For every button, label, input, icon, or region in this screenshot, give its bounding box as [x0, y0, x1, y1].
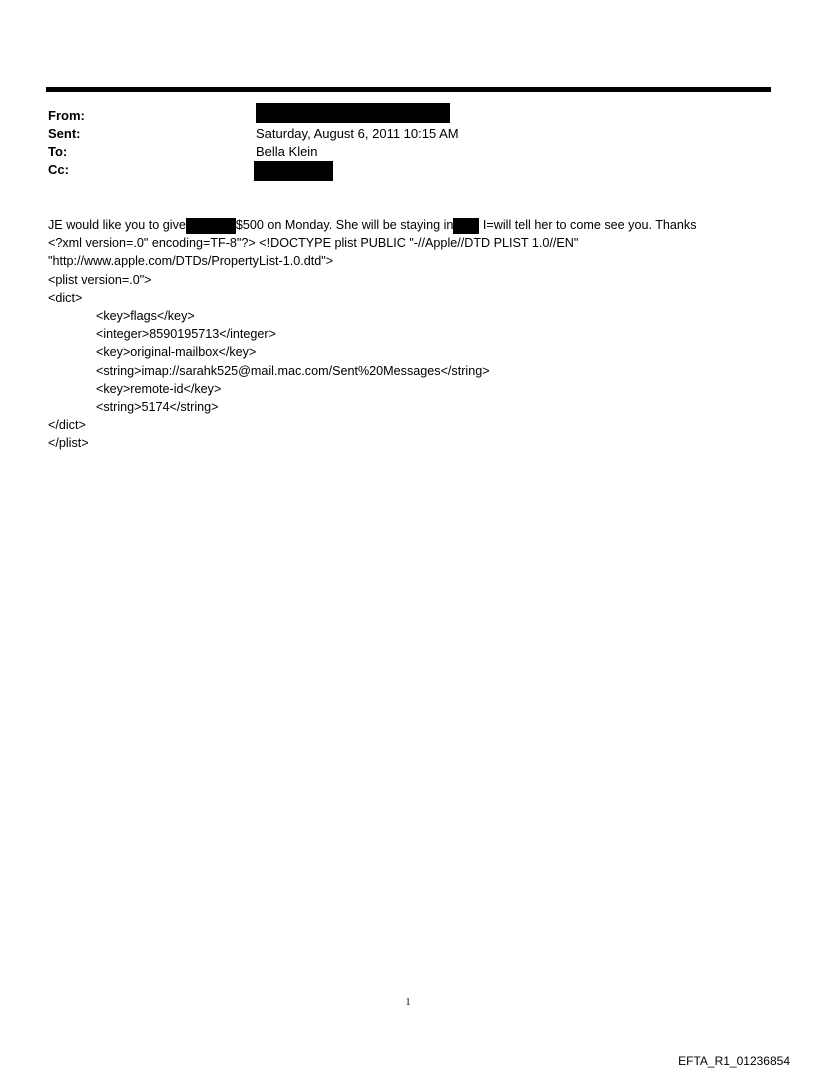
name-redaction [186, 218, 236, 234]
sent-value: Saturday, August 6, 2011 10:15 AM [256, 126, 459, 141]
body-line: <key>remote-id</key> [96, 381, 222, 396]
body-text-part-3: I=will tell her to come see you. Thanks [479, 218, 697, 232]
from-label: From: [48, 108, 85, 123]
body-line: <string>imap://sarahk525@mail.mac.com/Sent%20Messages</string> [96, 363, 490, 378]
body-line: <integer>8590195713</integer> [96, 327, 276, 342]
cc-redaction [254, 161, 333, 181]
body-line: <key>original-mailbox</key> [96, 345, 257, 360]
message-body [48, 216, 788, 452]
body-line: <string>5174</string> [96, 399, 219, 414]
sent-label: Sent: [48, 126, 81, 141]
bates-number: EFTA_R1_01236854 [678, 1054, 790, 1068]
body-line: </dict> [48, 418, 86, 433]
body-line: <?xml version=.0" encoding=TF-8"?> <!DOCTYPE plist PUBLIC "-//Apple//DTD PLIST 1.0//EN" [48, 236, 579, 251]
body-line: <key>flags</key> [96, 308, 195, 323]
location-redaction [453, 218, 479, 234]
cc-row [48, 161, 768, 179]
body-line: <plist version=.0"> [48, 272, 152, 287]
cc-label: Cc: [48, 162, 69, 177]
page-number: 1 [405, 997, 411, 1008]
body-text-part-2: $500 on Monday. She will be staying in [235, 218, 454, 232]
header-rule [46, 87, 771, 92]
body-line: "http://www.apple.com/DTDs/PropertyList-1.0.dtd"> [48, 254, 334, 269]
body-line-1 [48, 216, 788, 234]
to-row [48, 143, 768, 161]
to-value: Bella Klein [256, 144, 318, 159]
sent-row [48, 125, 768, 143]
body-line: <dict> [48, 290, 83, 305]
body-line: </plist> [48, 436, 89, 451]
from-row [48, 107, 768, 125]
body-text-part-1: JE would like you to give [48, 218, 186, 232]
to-label: To: [48, 144, 68, 159]
from-redaction [256, 103, 450, 123]
